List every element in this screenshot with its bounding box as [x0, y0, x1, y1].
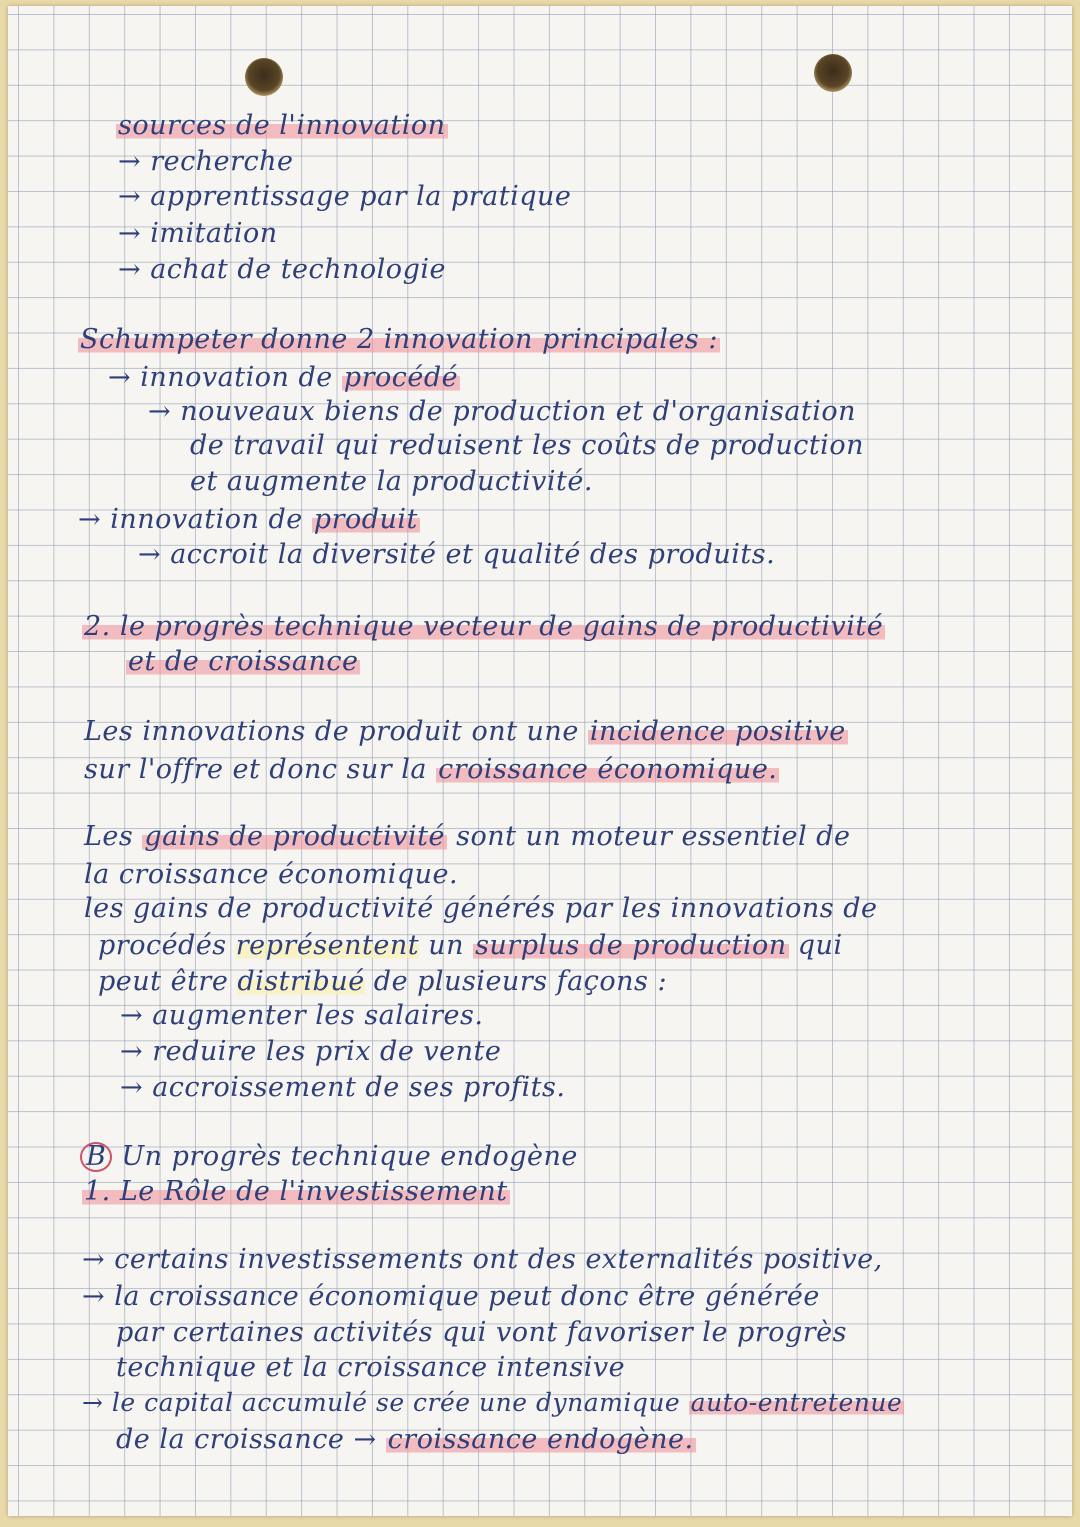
text-line: par certaines activités qui vont favoriser le progrès [116, 1317, 847, 1348]
section-letter-badge: B [80, 1142, 112, 1172]
section-title-2-cont: et de croissance [128, 646, 359, 677]
subsection-title: 1. Le Rôle de l'investissement [84, 1176, 508, 1207]
heading-schumpeter: Schumpeter donne 2 innovation principales : [80, 324, 718, 355]
list-item: → le capital accumulé se crée une dynamique auto-entretenue [82, 1388, 903, 1417]
text-line: → accroit la diversité et qualité des produits. [138, 539, 776, 570]
list-item: → la croissance économique peut donc être générée [82, 1281, 820, 1312]
text-line: → nouveaux biens de production et d'organisation [148, 396, 857, 427]
text-line: technique et la croissance intensive [116, 1352, 626, 1383]
text-line: peut être distribué de plusieurs façons : [98, 966, 668, 997]
text-line: la croissance économique. [84, 859, 459, 890]
heading-sources: sources de l'innovation [118, 110, 446, 141]
punch-hole-right [814, 54, 852, 92]
text-line: Les innovations de produit ont une incidence positive [84, 716, 846, 747]
list-item: → reduire les prix de vente [120, 1036, 502, 1067]
list-item: → apprentissage par la pratique [118, 181, 572, 212]
text-line: de travail qui reduisent les coûts de production [190, 430, 864, 461]
list-item: → imitation [118, 218, 278, 249]
section-title-2: 2. le progrès technique vecteur de gains de productivité [84, 611, 884, 642]
list-item: → achat de technologie [118, 254, 446, 285]
text-line: sur l'offre et donc sur la croissance économique. [84, 754, 778, 785]
list-item: → accroissement de ses profits. [120, 1072, 566, 1103]
list-item: → augmenter les salaires. [120, 1000, 484, 1031]
notebook-page [8, 6, 1072, 1516]
list-item: → certains investissements ont des externalités positive, [82, 1244, 883, 1275]
text-line: procédés représentent un surplus de production qui [98, 930, 843, 961]
section-title-b: B Un progrès technique endogène [80, 1141, 578, 1172]
text-line: les gains de productivité générés par les innovations de [84, 893, 878, 924]
list-item: → recherche [118, 146, 294, 177]
punch-hole-left [245, 58, 283, 96]
text-line: de la croissance → croissance endogène. [116, 1424, 694, 1455]
list-item: → innovation de produit [78, 504, 418, 535]
list-item: → innovation de procédé [108, 362, 459, 393]
text-line: Les gains de productivité sont un moteur essentiel de [84, 821, 851, 852]
text-line: et augmente la productivité. [190, 466, 593, 497]
